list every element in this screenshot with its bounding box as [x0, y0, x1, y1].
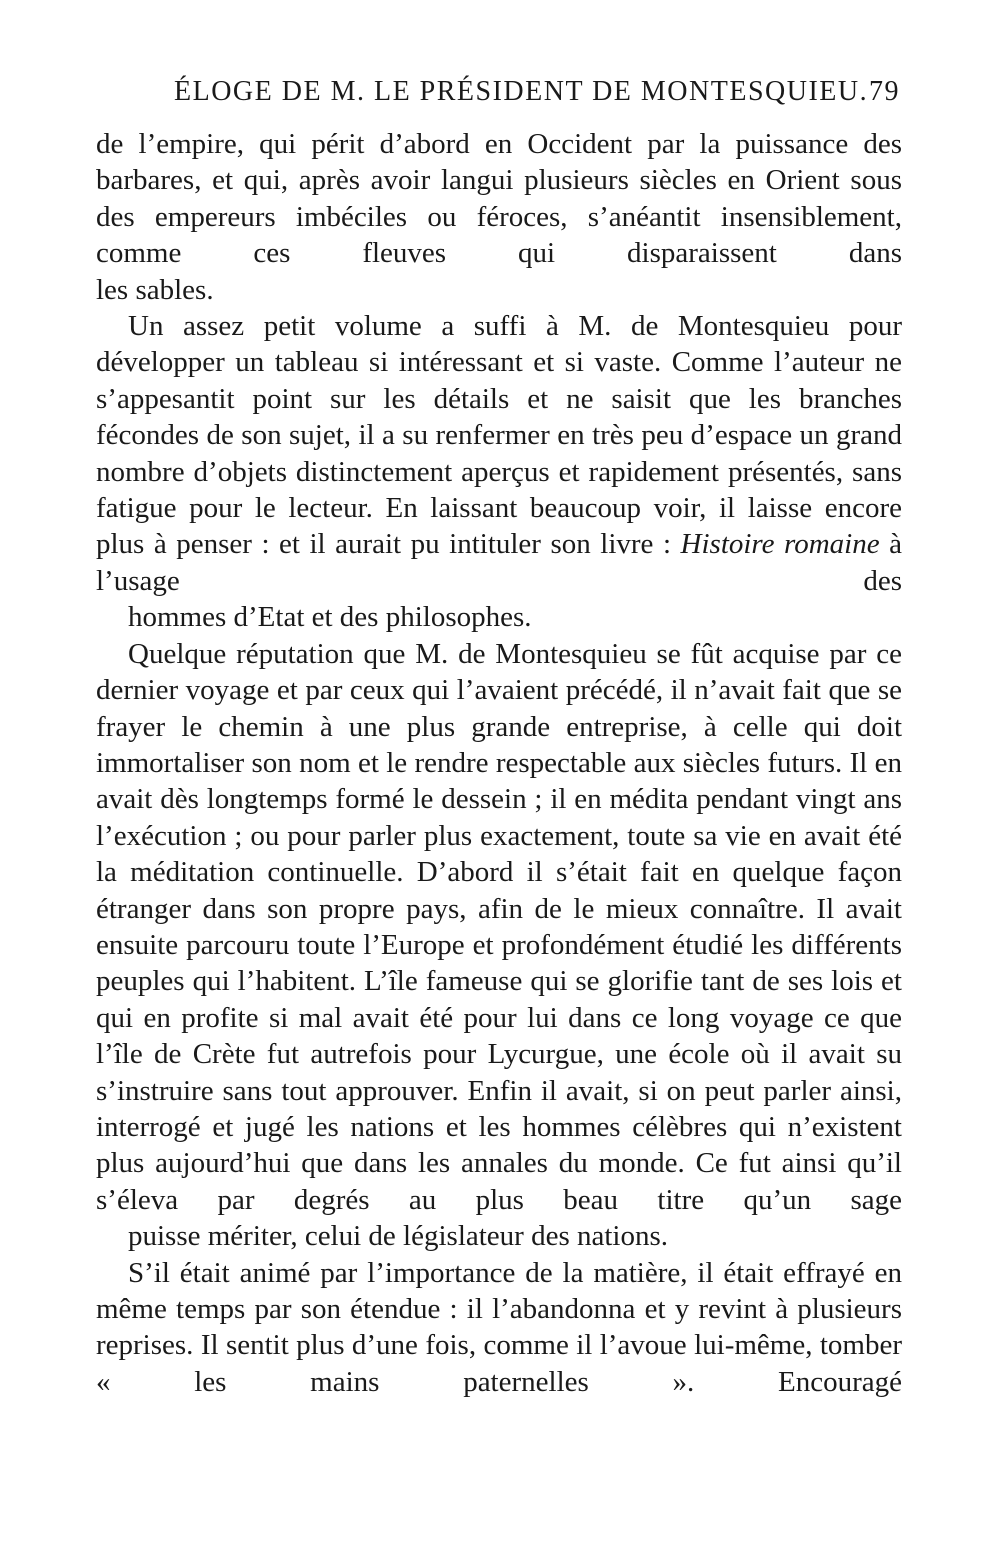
running-title: ÉLOGE DE M. LE PRÉSIDENT DE MONTESQUIEU. — [174, 76, 869, 107]
running-head — [96, 70, 902, 114]
page-number: 79 — [869, 76, 900, 107]
paragraph-1-last-line: les sables. — [96, 273, 214, 306]
book-page — [96, 70, 902, 1400]
paragraph-4 — [96, 1255, 902, 1401]
book-title-italic: Histoire romaine — [680, 528, 880, 561]
paragraph-4-text: S’il était animé par l’importance de la matière, il était effrayé en même temps par son étendue : il l’abandonna et y revint à plusieurs reprises. Il sentit plus d’une fois, comme il l’avoue lui-même, tomber « les mains paternelles ». Encouragé — [96, 1256, 902, 1398]
paragraph-2-last-line: hommes d’Etat et des philosophes. — [128, 601, 532, 634]
paragraph-3 — [96, 636, 902, 1255]
paragraph-2-text-after: à l’usage des — [96, 528, 903, 597]
paragraph-1 — [96, 126, 902, 308]
paragraph-3-text: Quelque réputation que M. de Montesquieu se fût acquise par ce dernier voyage et par ceux qui l’avaient précédé, il n’avait fait que se frayer le chemin à une plus grande entreprise, à celle qui doit immortaliser son nom et le rendre respectable aux siècles futurs. Il en avait dès longtemps formé le dessein ; il en médita pendant vingt ans l’exécution ; ou pour parler plus exactement, toute sa vie en avait été la méditation continuelle. D’abord il s’était fait en quelque façon étranger dans son propre pays, afin de le mieux connaître. Il avait ensuite parcouru toute l’Europe et profondément étudié les différents peuples qui l’habitent. L’île fameuse qui se glorifie tant de ses lois et qui en profite si mal avait été pour lui dans ce long voyage ce que l’île de Crète fut autrefois pour Lycurgue, une école où il avait su s’instruire sans tout approuver. Enfin il avait, si on peut parler ainsi, interrogé et jugé les nations et les hommes célèbres qui n’existent plus aujourd’hui que dans les annales du monde. Ce fut ainsi qu’il s’éleva par degrés au plus beau titre qu’un sage — [96, 637, 902, 1216]
body-text — [96, 126, 902, 1400]
paragraph-3-last-line: puisse mériter, celui de législateur des nations. — [128, 1220, 669, 1253]
paragraph-1-text: de l’empire, qui périt d’abord en Occident par la puissance des barbares, et qui, après avoir langui plusieurs siècles en Orient sous des empereurs imbéciles ou féroces, s’anéantit insensiblement, comme ces fleuves qui disparaissent dans — [96, 128, 902, 270]
paragraph-2-text: Un assez petit volume a suffi à M. de Montesquieu pour développer un tableau si intéressant et si vaste. Comme l’auteur ne s’appesantit point sur les détails et ne saisit que les branches fécondes de son sujet, il a su renfermer en très peu d’espace un grand nombre d’objets distinctement aperçus et rapidement présentés, sans fatigue pour le lecteur. En laissant beaucoup voir, il laisse encore plus à penser : et il aurait pu intituler son livre : — [96, 310, 902, 561]
paragraph-2 — [96, 308, 902, 636]
